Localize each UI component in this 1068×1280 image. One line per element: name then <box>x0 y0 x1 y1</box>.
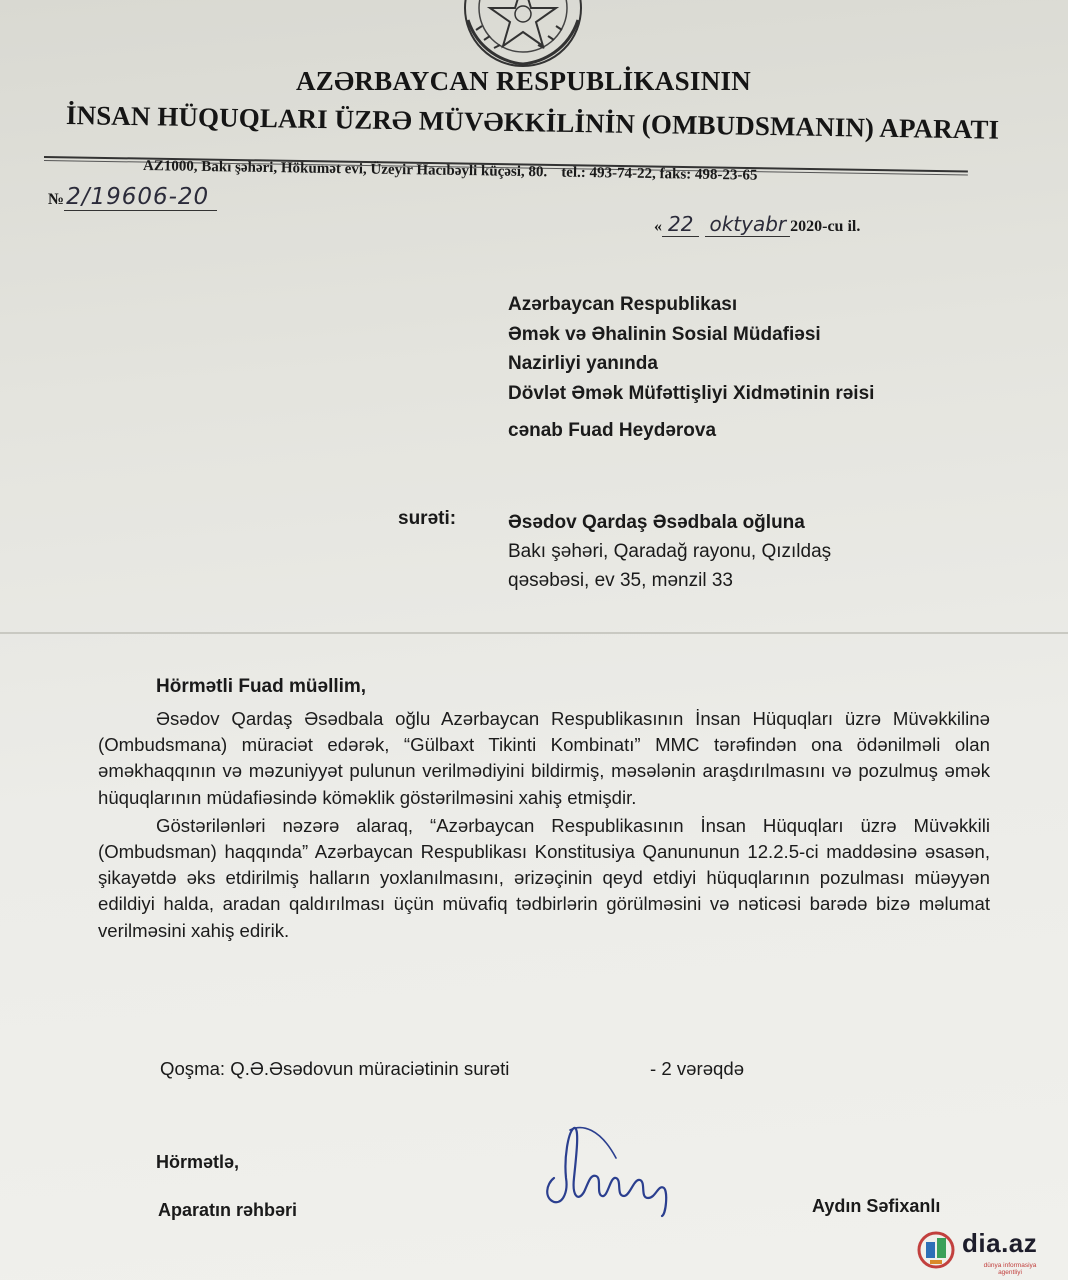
salutation: Hörmətli Fuad müəllim, <box>156 676 367 697</box>
date-open-quote: « <box>654 218 662 235</box>
header-line-1: AZƏRBAYCAN RESPUBLİKASININ <box>296 66 752 96</box>
dia-watermark <box>916 1226 1064 1276</box>
handwritten-signature <box>540 1118 680 1218</box>
addressee-line: Əmək və Əhalinin Sosial Müdafiəsi <box>508 323 821 345</box>
date-day-handwritten: 22 <box>662 212 699 237</box>
addressee-block <box>508 290 874 446</box>
signatory-title: Aparatın rəhbəri <box>158 1200 298 1220</box>
header-line-2: İNSAN HÜQUQLARI ÜZRƏ MÜVƏKKİLİNİN (OMBUDSMANIN) APARATI <box>65 100 1000 145</box>
address-text: AZ1000, Bakı şəhəri, Hökumət evi, Üzeyir Hacıbəyli küçəsi, 80. <box>142 158 548 181</box>
copy-address-2: qəsəbəsi, ev 35, mənzil 33 <box>508 570 733 591</box>
addressee-line: Azərbaycan Respublikası <box>508 294 738 315</box>
closing-text: Hörmətlə, <box>156 1152 240 1172</box>
date-year: 2020-cu il. <box>790 218 861 235</box>
dia-logo-icon <box>916 1230 956 1270</box>
copy-name: Əsədov Qardaş Əsədbala oğluna <box>508 512 805 533</box>
attachment-line <box>160 1058 745 1080</box>
copy-address-1: Bakı şəhəri, Qaradağ rayonu, Qızıldaş <box>508 541 832 562</box>
addressee-line: Nazirliyi yanında <box>508 353 658 374</box>
copy-recipient <box>508 508 831 595</box>
paper-fold <box>0 632 1068 634</box>
copy-label: surəti: <box>398 508 457 529</box>
date-month-handwritten: oktyabr <box>705 212 790 237</box>
phones-text: tel.: 493-74-22, faks: 498-23-65 <box>561 164 758 184</box>
addressee-line: Dövlət Əmək Müfəttişliyi Xidmətinin rəisi <box>508 382 875 404</box>
watermark-brand: dia.az <box>962 1228 1038 1258</box>
addressee-name: cənab Fuad Heydərova <box>508 420 717 441</box>
watermark-tagline: dünya informasiya agentliyi <box>983 1262 1037 1276</box>
letter-date <box>654 212 860 236</box>
ref-prefix: № <box>48 191 65 208</box>
signatory-name: Aydın Səfixanlı <box>812 1196 941 1216</box>
reference-number <box>48 184 217 210</box>
attachment-text: Qoşma: Q.Ə.Əsədovun müraciətinin surəti <box>160 1058 510 1079</box>
body-paragraph-1: Əsədov Qardaş Əsədbala oğlu Azərbaycan Respublikasının İnsan Hüquqları üzrə Müvəkkilinə (Ombudsmana) müraciət edərək, “Gülbaxt Tikinti Kombinatı” MMC tərəfindən ona ödənilməli olan əməkhaqqının və məzuniyyət pulunun verilmədiyini bildirmiş, məsələnin araşdırılmasını və pozulmuş əmək hüquqlarının müdafiəsində köməklik göstərilməsini xahiş etmişdir. <box>98 708 990 808</box>
state-emblem-icon <box>448 0 598 70</box>
letter-body <box>98 706 990 944</box>
ref-number-handwritten: 2/19606-20 <box>64 184 217 211</box>
attachment-pages: - 2 vərəqdə <box>650 1058 745 1079</box>
body-paragraph-2: Göstərilənləri nəzərə alaraq, “Azərbaycan Respublikasının İnsan Hüquqları üzrə Müvəkkili (Ombudsman) haqqında” Azərbaycan Respublikası Konstitusiya Qanununun 12.2.5-ci maddəsinə əsasən, şikayətdə əks etdirilmiş halların yoxlanılmasını, ərizəçinin qeyd etdiyi hüquqlarının pozulması müəyyən edildiyi halda, aradan qaldırılması üçün müvafiq tədbirlərin görülməsini və nəticəsi barədə bizə məlumat verilməsini xahiş edirik. <box>98 814 990 941</box>
